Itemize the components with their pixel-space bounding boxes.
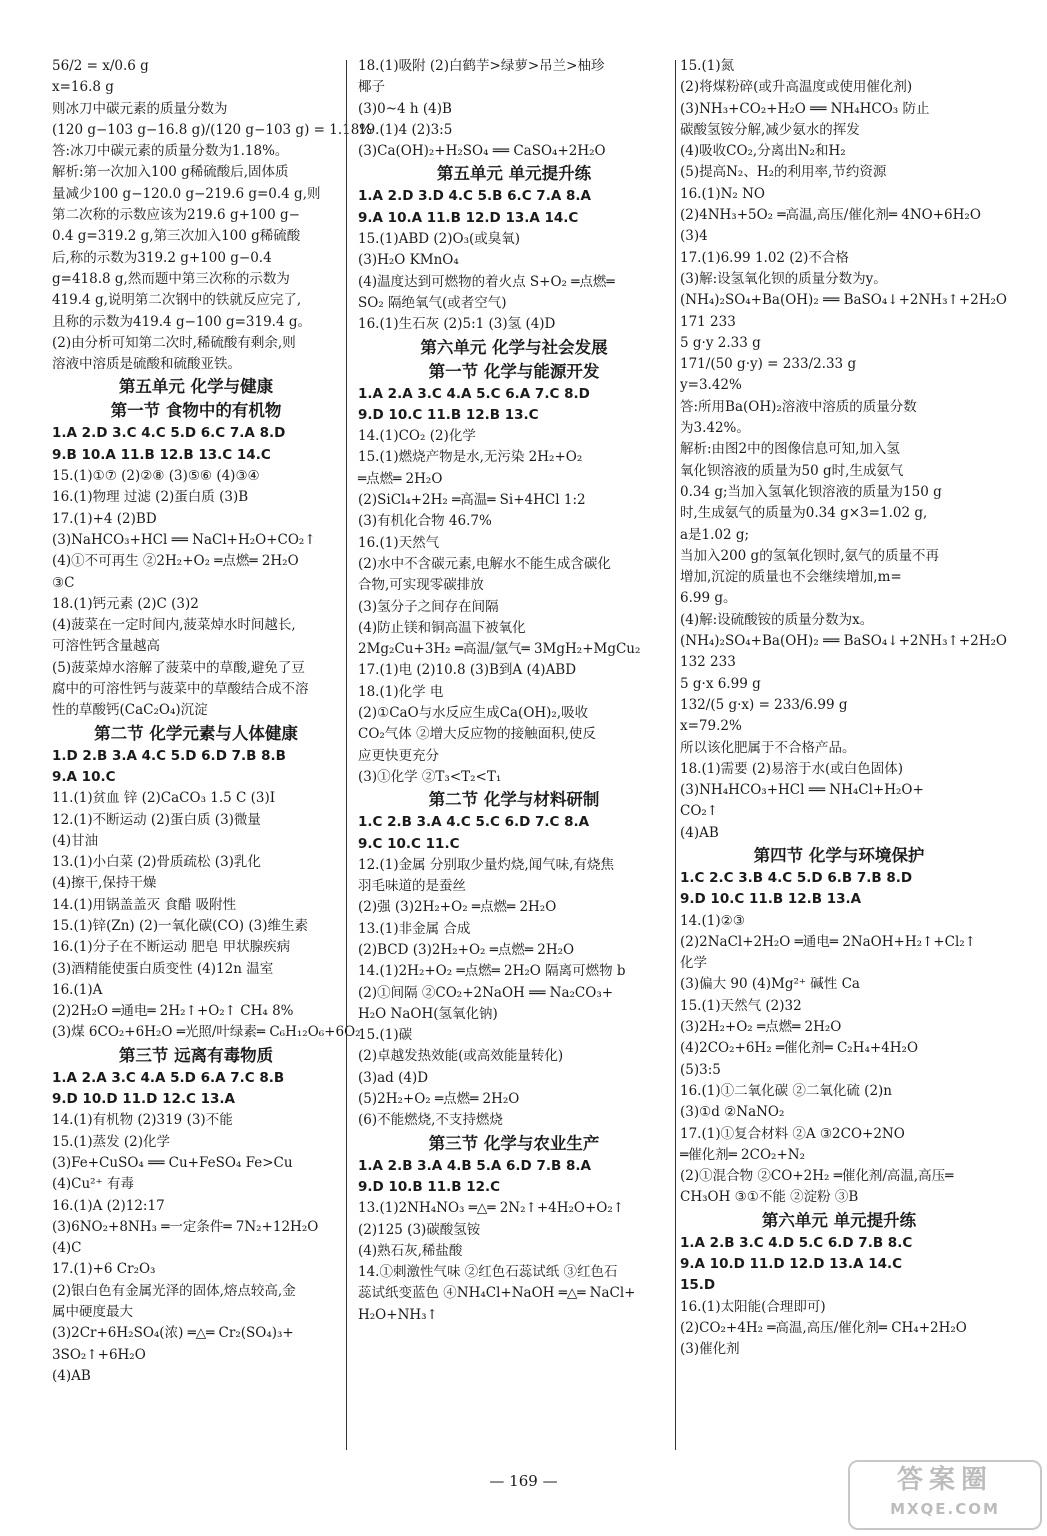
answer-line: (4)AB <box>52 1367 91 1384</box>
answer-line: (3)NH₃+CO₂+H₂O ══ NH₄HCO₃ 防止 <box>680 100 930 117</box>
answer-line: (3)H₂O KMnO₄ <box>358 252 459 269</box>
section-heading: 第六单元 单元提升练 <box>761 1210 917 1230</box>
answer-line: 17.(1)+4 (2)BD <box>52 510 157 527</box>
answer-line: 12.(1)金属 分别取少量灼烧,闻气味,有烧焦 <box>358 856 614 873</box>
answer-line: 15.(1)燃烧产物是水,无污染 2H₂+O₂ <box>358 449 583 466</box>
answer-key-line: 1.A 2.A 3.C 4.A 5.C 6.A 7.C 8.D <box>358 385 590 402</box>
answer-line: 答:所用Ba(OH)₂溶液中溶质的质量分数 <box>680 398 917 415</box>
answer-line: (4)Cu²⁺ 有毒 <box>52 1176 134 1193</box>
answer-line: 后,称的示数为319.2 g+100 g−0.4 <box>52 249 272 266</box>
answer-line: 12.(1)不断运动 (2)蛋白质 (3)微量 <box>52 811 261 828</box>
answer-line: 所以该化肥属于不合格产品。 <box>680 739 856 756</box>
answer-line: 15.(1)碳 <box>358 1027 413 1044</box>
section-heading: 第三节 远离有毒物质 <box>118 1045 274 1065</box>
answer-line: 16.(1)N₂ NO <box>680 185 765 202</box>
answer-line: (4)C <box>52 1240 82 1257</box>
answer-line: ③C <box>52 574 75 591</box>
answer-line: 溶液中溶质是硫酸和硫酸亚铁。 <box>52 356 241 373</box>
answer-line: (3)ad (4)D <box>358 1069 429 1086</box>
section-heading: 第五单元 单元提升练 <box>436 164 592 184</box>
answer-line: 答:冰刀中碳元素的质量分数为1.18%。 <box>52 143 289 160</box>
answer-line: (2)①混合物 ②CO+2H₂ ═催化剂/高温,高压═ <box>680 1168 954 1185</box>
answer-line: (3)4 <box>680 228 708 245</box>
answer-line: (2)强 (3)2H₂+O₂ ═点燃═ 2H₂O <box>358 899 557 916</box>
answer-line: (2)①CaO与水反应生成Ca(OH)₂,吸收 <box>358 705 589 722</box>
answer-line: (3)解:设氢氧化钡的质量分数为y。 <box>680 270 887 287</box>
answer-line: (3)氢分子之间存在间隔 <box>358 598 499 615</box>
answer-line: (3)Fe+CuSO₄ ══ Cu+FeSO₄ Fe>Cu <box>52 1154 293 1171</box>
answer-line: 16.(1)物理 过滤 (2)蛋白质 (3)B <box>52 489 249 506</box>
answer-line: (3)①d ②NaNO₂ <box>680 1104 785 1121</box>
answer-line: 属中硬度最大 <box>52 1304 133 1321</box>
answer-line: 15.(1)①⑦ (2)②⑧ (3)⑤⑥ (4)③④ <box>52 468 260 485</box>
answer-line: (4)温度达到可燃物的着火点 S+O₂ ═点燃═ <box>358 273 615 290</box>
section-heading: 第四节 化学与环境保护 <box>753 845 925 865</box>
answer-line: 15.(1)锌(Zn) (2)一氧化碳(CO) (3)维生素 <box>52 917 308 934</box>
answer-line: 则冰刀中碳元素的质量分数为 <box>52 100 228 117</box>
answer-line: SO₂ 隔绝氧气(或者空气) <box>358 294 507 311</box>
section-heading: 第二节 化学与材料研制 <box>428 790 600 810</box>
answer-line: 56/2 = x/0.6 g <box>52 58 149 74</box>
answer-line: (3)有机化合物 46.7% <box>358 513 492 530</box>
answer-line: 14.(1)用锅盖盖灭 食醋 吸附性 <box>52 896 237 913</box>
answer-line: 18.(1)吸附 (2)白鹤芋>绿萝>吊兰>柚珍 <box>358 58 605 74</box>
watermark-logo <box>848 1460 1042 1530</box>
answer-key-line: 1.A 2.B 3.C 4.D 5.C 6.D 7.B 8.C <box>680 1234 913 1251</box>
answer-line: 且称的示数为419.4 g−100 g=319.4 g。 <box>52 313 311 330</box>
answer-line: (NH₄)₂SO₄+Ba(OH)₂ ══ BaSO₄↓+2NH₃↑+2H₂O <box>680 633 1007 650</box>
answer-line: (4)吸收CO₂,分离出N₂和H₂ <box>680 143 846 160</box>
answer-line: 16.(1)A <box>52 981 103 998</box>
answer-line: 13.(1)非金属 合成 <box>358 920 471 937</box>
answer-line: 3SO₂↑+6H₂O <box>52 1346 146 1363</box>
answer-line: (3)①化学 ②T₃<T₂<T₁ <box>358 768 502 785</box>
answer-line: 14.①刺激性气味 ②红色石蕊试纸 ③红色石 <box>358 1264 618 1281</box>
answer-line: (2)2NaCl+2H₂O ═通电═ 2NaOH+H₂↑+Cl₂↑ <box>680 933 976 950</box>
answer-line: 化学 <box>680 955 707 972</box>
answer-line: 5 g·x 6.99 g <box>680 675 761 692</box>
answer-line: 15.(1)ABD (2)O₃(或臭氧) <box>358 231 521 248</box>
answer-key-line: 9.D 10.B 11.B 12.C <box>358 1178 501 1195</box>
answer-line: 16.(1)分子在不断运动 肥皂 甲状腺疾病 <box>52 939 291 956</box>
answer-line: 16.(1)①二氧化碳 ②二氧化硫 (2)n <box>680 1082 892 1099</box>
answer-line: (2)2H₂O ═通电═ 2H₂↑+O₂↑ CH₄ 8% <box>52 1003 294 1020</box>
answer-line: 18.(1)化学 电 <box>358 683 444 700</box>
answer-line: 增加,沉淀的质量也不会继续增加,m= <box>680 569 902 586</box>
answer-line: (5)3:5 <box>680 1061 721 1078</box>
answer-key-line: 1.C 2.B 3.A 4.C 5.C 6.D 7.C 8.A <box>358 814 590 831</box>
section-heading: 第二节 化学元素与人体健康 <box>94 723 298 743</box>
answer-line: 11.(1)贫血 锌 (2)CaCO₃ 1.5 C (3)I <box>52 790 276 807</box>
answer-line: 2Mg₂Cu+3H₂ ═高温/氩气═ 3MgH₂+MgCu₂ <box>358 641 641 658</box>
answer-line: (4)菠菜在一定时间内,菠菜焯水时间越长, <box>52 617 296 634</box>
answer-line: 132 233 <box>680 654 736 671</box>
answer-line: (4)熟石灰,稀盐酸 <box>358 1242 463 1259</box>
answer-line: 16.(1)A (2)12:17 <box>52 1197 165 1214</box>
answer-line: y=3.42% <box>680 377 742 394</box>
answer-line: H₂O NaOH(氢氧化钠) <box>358 1005 498 1022</box>
answer-line: ═催化剂═ 2CO₂+N₂ <box>680 1146 805 1163</box>
answer-line: 0.34 g;当加入氢氧化钡溶液的质量为150 g <box>680 483 942 500</box>
page-number: — 169 — <box>489 1472 558 1490</box>
answer-line: 当加入200 g的氢氧化钡时,氨气的质量不再 <box>680 547 939 564</box>
answer-line: 6.99 g。 <box>680 590 737 607</box>
answer-line: (2)将煤粉碎(或升高温度或使用催化剂) <box>680 79 913 96</box>
answer-key-line: 9.A 10.D 11.D 12.D 13.A 14.C <box>680 1256 903 1273</box>
answer-key-line: 1.A 2.A 3.C 4.A 5.D 6.A 7.C 8.B <box>52 1069 285 1086</box>
answer-line: (2)水中不含碳元素,电解水不能生成含碳化 <box>358 555 611 572</box>
answer-line: 19.(1)4 (2)3:5 <box>358 121 453 138</box>
answer-line: 5 g·y 2.33 g <box>680 334 761 351</box>
answer-line: 16.(1)太阳能(合理即可) <box>680 1298 826 1315</box>
answer-line: 15.(1)氮 <box>680 58 735 74</box>
section-heading: 第五单元 化学与健康 <box>118 377 274 397</box>
answer-key-line: 9.C 10.C 11.C <box>358 835 460 852</box>
answer-key-line: 9.D 10.C 11.B 12.B 13.C <box>358 406 539 423</box>
answer-line: 13.(1)小白菜 (2)骨质疏松 (3)乳化 <box>52 854 261 871</box>
answer-line: (3)NaHCO₃+HCl ══ NaCl+H₂O+CO₂↑ <box>52 531 316 548</box>
answer-line: (3)6NO₂+8NH₃ ═一定条件═ 7N₂+12H₂O <box>52 1218 319 1235</box>
answer-key-line: 1.A 2.B 3.A 4.B 5.A 6.D 7.B 8.A <box>358 1157 591 1174</box>
answer-line: (4)解:设硫酸铵的质量分数为x。 <box>680 611 874 628</box>
answer-line: x=16.8 g <box>52 79 114 96</box>
answer-line: 171/(50 g·y) = 233/2.33 g <box>680 356 857 373</box>
answer-line: (2)4NH₃+5O₂ ═高温,高压/催化剂═ 4NO+6H₂O <box>680 207 981 224</box>
answer-line: 17.(1)电 (2)10.8 (3)B到A (4)ABD <box>358 662 577 679</box>
answer-key-line: 15.D <box>680 1277 716 1294</box>
answer-key-line: 9.A 10.A 11.B 12.D 13.A 14.C <box>358 209 579 226</box>
answer-line: 15.(1)蒸发 (2)化学 <box>52 1133 171 1150</box>
answer-key-line: 1.A 2.D 3.C 4.C 5.D 6.C 7.A 8.D <box>52 425 286 442</box>
answer-line: CO₂气体 ②增大反应物的接触面积,使反 <box>358 726 596 743</box>
answer-line: (NH₄)₂SO₄+Ba(OH)₂ ══ BaSO₄↓+2NH₃↑+2H₂O <box>680 292 1007 309</box>
answer-line: 14.(1)2H₂+O₂ ═点燃═ 2H₂O 隔离可燃物 b <box>358 963 626 980</box>
answer-line: (4)防止镁和铜高温下被氧化 <box>358 619 526 636</box>
answer-line: (2)①间隔 ②CO₂+2NaOH ══ Na₂CO₃+ <box>358 984 614 1001</box>
answer-line: 15.(1)天然气 (2)32 <box>680 997 802 1014</box>
answer-line: 17.(1)+6 Cr₂O₃ <box>52 1261 156 1278</box>
answer-line: H₂O+NH₃↑ <box>358 1306 438 1323</box>
answer-line: (6)不能燃烧,不支持燃烧 <box>358 1112 503 1129</box>
answer-line: (2)卓越发热效能(或高效能量转化) <box>358 1048 564 1065</box>
answer-line: (5)菠菜焯水溶解了菠菜中的草酸,避免了豆 <box>52 659 305 676</box>
answer-key-line: 1.A 2.D 3.D 4.C 5.B 6.C 7.A 8.A <box>358 188 591 205</box>
answer-key-line: 9.B 10.A 11.B 12.B 13.C 14.C <box>52 446 271 463</box>
answer-line: (5)2H₂+O₂ ═点燃═ 2H₂O <box>358 1091 520 1108</box>
answer-line: CO₂↑ <box>680 803 719 820</box>
answer-line: (4)①不可再生 ②2H₂+O₂ ═点燃═ 2H₂O <box>52 553 299 570</box>
column-divider-1 <box>346 60 347 1450</box>
answer-line: (3)催化剂 <box>680 1341 740 1358</box>
answer-line: 132/(5 g·x) = 233/6.99 g <box>680 696 848 713</box>
answer-line: a是1.02 g; <box>680 526 750 543</box>
answer-line: 14.(1)有机物 (2)319 (3)不能 <box>52 1112 233 1129</box>
answer-column-2 <box>358 56 670 1326</box>
answer-line: 第二次称的示数应该为219.6 g+100 g− <box>52 207 300 224</box>
section-heading: 第一节 化学与能源开发 <box>428 361 600 381</box>
answer-line: 可溶性钙含量越高 <box>52 638 160 655</box>
answer-line: 17.(1)①复合材料 ②A ③2CO+2NO <box>680 1125 905 1142</box>
answer-line: 0.4 g=319.2 g,第三次加入100 g稀硫酸 <box>52 228 301 245</box>
answer-line: ═点燃═ 2H₂O <box>358 470 443 487</box>
answer-line: (4)AB <box>680 824 719 841</box>
answer-line: 14.(1)CO₂ (2)化学 <box>358 428 476 445</box>
answer-line: 羽毛味道的是蚕丝 <box>358 878 466 895</box>
answer-line: 16.(1)生石灰 (2)5:1 (3)氢 (4)D <box>358 316 556 333</box>
answer-line: (3)Ca(OH)₂+H₂SO₄ ══ CaSO₄+2H₂O <box>358 143 606 160</box>
answer-key-line: 1.C 2.C 3.B 4.C 5.D 6.B 7.B 8.D <box>680 869 913 886</box>
answer-line: 为3.42%。 <box>680 420 750 437</box>
answer-line: 13.(1)2NH₄NO₃ ═△═ 2N₂↑+4H₂O+O₂↑ <box>358 1200 625 1217</box>
answer-line: 氧化钡溶液的质量为50 g时,生成氨气 <box>680 462 904 479</box>
answer-line: 解析:第一次加入100 g稀硫酸后,固体质 <box>52 164 289 181</box>
answer-column-3 <box>680 56 1007 1361</box>
answer-line: 椰子 <box>358 79 385 96</box>
answer-line: 171 233 <box>680 313 736 330</box>
answer-line: 16.(1)天然气 <box>358 534 440 551</box>
answer-line: (2)125 (3)碳酸氢铵 <box>358 1221 481 1238</box>
answer-line: 17.(1)6.99 1.02 (2)不合格 <box>680 249 849 266</box>
answer-line: (3)2Cr+6H₂SO₄(浓) ═△═ Cr₂(SO₄)₃+ <box>52 1325 294 1342</box>
answer-line: 量减少100 g−120.0 g−219.6 g=0.4 g,则 <box>52 185 321 202</box>
answer-line: (3)NH₄HCO₃+HCl ══ NH₄Cl+H₂O+ <box>680 782 924 799</box>
answer-line: 解析:由图2中的图像信息可知,加入氢 <box>680 441 900 458</box>
answer-line: 14.(1)②③ <box>680 912 745 929</box>
answer-line: 合物,可实现零碳排放 <box>358 577 484 594</box>
answer-line: (3)2H₂+O₂ ═点燃═ 2H₂O <box>680 1019 842 1036</box>
answer-line: 蕊试纸变蓝色 ④NH₄Cl+NaOH ═△═ NaCl+ <box>358 1285 636 1302</box>
answer-line: (3)煤 6CO₂+6H₂O ═光照/叶绿素═ C₆H₁₂O₆+6O₂ <box>52 1024 361 1041</box>
answer-line: 碳酸氢铵分解,减少氨水的挥发 <box>680 121 860 138</box>
answer-line: (3)酒精能使蛋白质变性 (4)12n 温室 <box>52 960 274 977</box>
answer-line: x=79.2% <box>680 718 742 735</box>
answer-line: (120 g−103 g−16.8 g)/(120 g−103 g) = 1.18% <box>52 121 373 138</box>
answer-line: 时,生成氨气的质量为0.34 g×3=1.02 g, <box>680 505 928 522</box>
answer-line: (3)0~4 h (4)B <box>358 100 452 117</box>
answer-line: 应更快更充分 <box>358 747 439 764</box>
answer-line: (2)银白色有金属光泽的固体,熔点较高,金 <box>52 1282 296 1299</box>
answer-line: 419.4 g,说明第二次钢中的铁就反应完了, <box>52 292 302 309</box>
answer-key-line: 9.D 10.D 11.D 12.C 13.A <box>52 1091 235 1108</box>
answer-line: g=418.8 g,然而题中第三次称的示数为 <box>52 270 290 287</box>
answer-line: (4)2CO₂+6H₂ ═催化剂═ C₂H₄+4H₂O <box>680 1040 919 1057</box>
answer-line: 性的草酸钙(CaC₂O₄)沉淀 <box>52 702 208 719</box>
answer-line: (2)由分析可知第二次时,稀硫酸有剩余,则 <box>52 334 296 351</box>
section-heading: 第三节 化学与农业生产 <box>428 1133 600 1153</box>
section-heading: 第六单元 化学与社会发展 <box>420 337 608 357</box>
watermark-mark: 答案圈 <box>896 1465 993 1495</box>
answer-line: (2)CO₂+4H₂ ═高温,高压/催化剂═ CH₄+2H₂O <box>680 1319 967 1336</box>
answer-key-line: 9.D 10.C 11.B 12.B 13.A <box>680 891 862 908</box>
answer-line: (5)提高N₂、H₂的利用率,节约资源 <box>680 164 887 181</box>
answer-line: 18.(1)钙元素 (2)C (3)2 <box>52 595 199 612</box>
answer-line: (2)SiCl₄+2H₂ ═高温═ Si+4HCl 1:2 <box>358 492 586 509</box>
watermark-site: MXQE.COM <box>890 1500 1000 1518</box>
answer-line: (3)偏大 90 (4)Mg²⁺ 碱性 Ca <box>680 976 860 993</box>
answer-key-line: 9.A 10.C <box>52 768 116 785</box>
column-divider-2 <box>675 60 676 1450</box>
answer-line: CH₃OH ③①不能 ②淀粉 ③B <box>680 1189 859 1206</box>
answer-line: (4)甘油 <box>52 832 99 849</box>
answer-line: (4)擦干,保持干燥 <box>52 875 157 892</box>
answer-line: 18.(1)需要 (2)易溶于水(或白色固体) <box>680 760 904 777</box>
answer-line: 腐中的可溶性钙与菠菜中的草酸结合成不溶 <box>52 681 309 698</box>
section-heading: 第一节 食物中的有机物 <box>110 401 282 421</box>
answer-line: (2)BCD (3)2H₂+O₂ ═点燃═ 2H₂O <box>358 941 575 958</box>
answer-key-line: 1.D 2.B 3.A 4.C 5.D 6.D 7.B 8.B <box>52 747 286 764</box>
